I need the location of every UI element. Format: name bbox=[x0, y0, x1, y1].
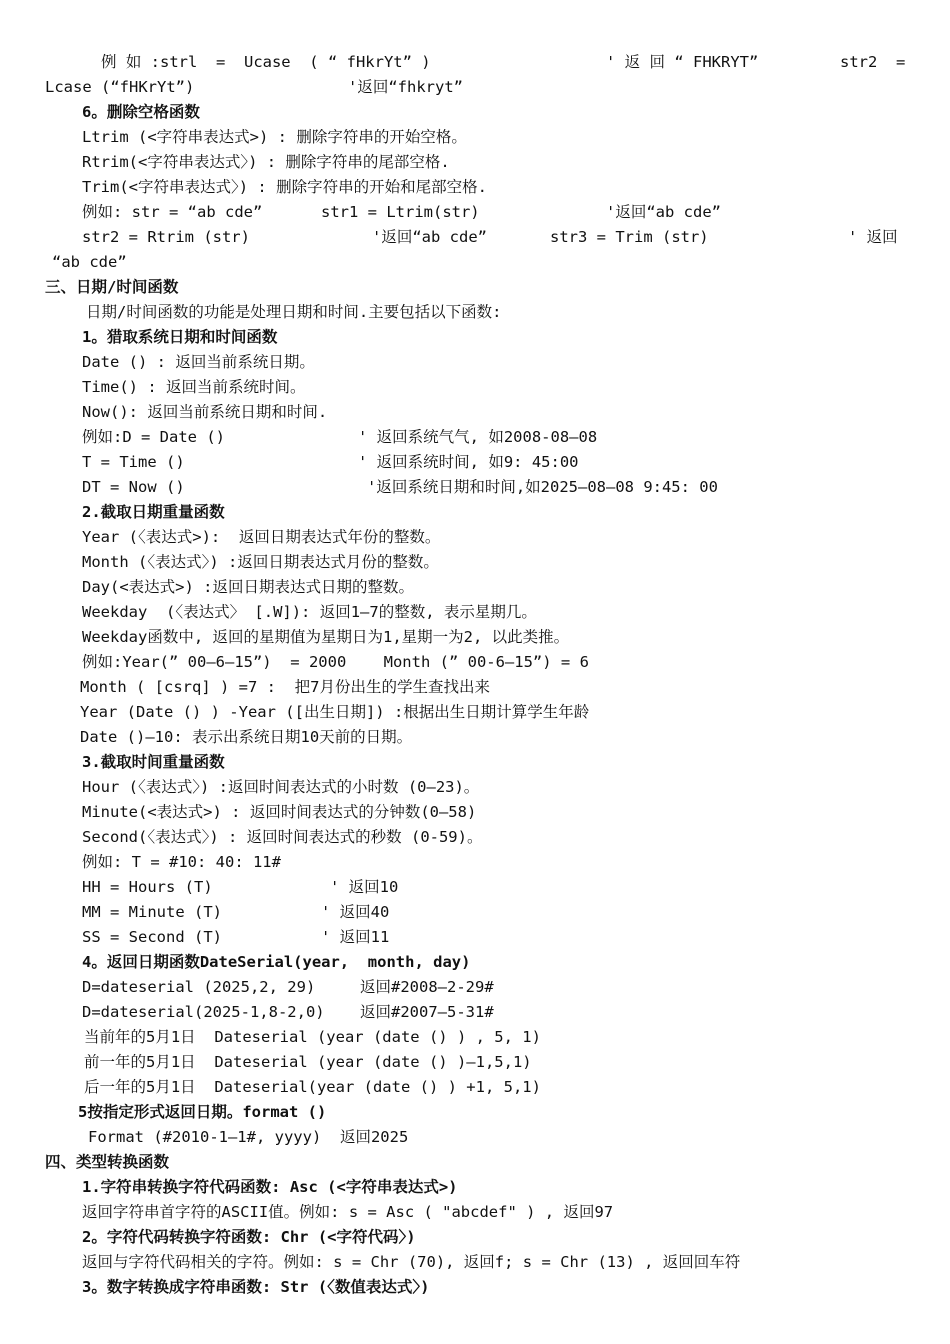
subsection-heading: 3.截取时间重量函数 bbox=[82, 753, 225, 771]
text-line: '返回系统日期和时间,如2025—08—08 9:45: 00 bbox=[367, 478, 718, 496]
text-line: Month ( [csrq] ) =7 : 把7月份出生的学生查找出来 bbox=[80, 678, 490, 696]
text-line: Second(〈表达式〉) : 返回时间表达式的秒数 (0-59)。 bbox=[82, 828, 483, 846]
text-line: ' 返回 bbox=[848, 228, 898, 246]
text-line: D=dateserial(2025-1,8-2,0) bbox=[82, 1003, 325, 1021]
text-line: Weekday函数中, 返回的星期值为星期日为1,星期一为2, 以此类推。 bbox=[82, 628, 570, 646]
subsection-heading: 3。数字转换成字符串函数: Str (〈数值表达式〉) bbox=[82, 1278, 430, 1296]
text-line: ' 返回11 bbox=[321, 928, 390, 946]
subsection-heading: 2。字符代码转换字符函数: Chr (<字符代码〉) bbox=[82, 1228, 416, 1246]
text-line: str3 = Trim (str) bbox=[550, 228, 709, 246]
subsection-heading: 1。猎取系统日期和时间函数 bbox=[82, 328, 278, 346]
text-line: Ltrim (<字符串表达式>) : 删除字符串的开始空格。 bbox=[82, 128, 467, 146]
text-line: 后一年的5月1日 Dateserial(year (date () ) +1, 5,1) bbox=[84, 1078, 541, 1096]
text-line: Now(): 返回当前系统日期和时间. bbox=[82, 403, 328, 421]
text-line: ' 返 回 “ FHKRYT” bbox=[606, 53, 759, 71]
text-line: '返回“ab cde” bbox=[606, 203, 721, 221]
text-line: MM = Minute (T) bbox=[82, 903, 222, 921]
subsection-heading: 2.截取日期重量函数 bbox=[82, 503, 225, 521]
text-line: 返回#2007—5-31# bbox=[360, 1003, 494, 1021]
text-line: T = Time () bbox=[82, 453, 185, 471]
text-line: Date ()—10: 表示出系统日期10天前的日期。 bbox=[80, 728, 413, 746]
text-line: Month (〈表达式〉) :返回日期表达式月份的整数。 bbox=[82, 553, 439, 571]
text-line: Format (#2010-1—1#, yyyy) 返回2025 bbox=[88, 1128, 409, 1146]
text-line: 返回与字符代码相关的字符。例如: s = Chr (70), 返回f; s = Chr (13) , 返回回车符 bbox=[82, 1253, 741, 1271]
text-line: 返回#2008—2-29# bbox=[360, 978, 494, 996]
text-line: Minute(<表达式>) : 返回时间表达式的分钟数(0—58) bbox=[82, 803, 477, 821]
text-line: “ab cde” bbox=[52, 253, 127, 271]
subsection-heading: 6。删除空格函数 bbox=[82, 103, 200, 121]
text-line: ' 返回系统气气, 如2008-08—08 bbox=[358, 428, 598, 446]
text-line: DT = Now () bbox=[82, 478, 185, 496]
text-line: 返回字符串首字符的ASCII值。例如: s = Asc ( "abcdef" ) , 返回97 bbox=[82, 1203, 614, 1221]
subsection-heading: 4。返回日期函数DateSerial(year, month, day) bbox=[82, 953, 471, 971]
text-line: '返回“fhkryt” bbox=[348, 78, 463, 96]
text-line: Rtrim(<字符串表达式〉) : 删除字符串的尾部空格. bbox=[82, 153, 450, 171]
text-line: 例 如 :strl = Ucase ( “ fHkrYt” ) bbox=[101, 53, 431, 71]
text-line: 当前年的5月1日 Dateserial (year (date () ) , 5, 1) bbox=[84, 1028, 541, 1046]
text-line: ' 返回40 bbox=[321, 903, 390, 921]
section-heading: 三、日期/时间函数 bbox=[45, 278, 179, 296]
text-line: str1 = Ltrim(str) bbox=[321, 203, 480, 221]
text-line: D=dateserial (2025,2, 29) bbox=[82, 978, 316, 996]
text-line: 例如:D = Date () bbox=[82, 428, 225, 446]
subsection-heading: 1.字符串转换字符代码函数: Asc (<字符串表达式>) bbox=[82, 1178, 458, 1196]
text-line: Year (Date () ) -Year ([出生日期]) :根据出生日期计算学生年龄 bbox=[80, 703, 590, 721]
text-line: 日期/时间函数的功能是处理日期和时间.主要包括以下函数: bbox=[86, 303, 502, 321]
text-line: 例如: str = “ab cde” bbox=[82, 203, 263, 221]
text-line: '返回“ab cde” bbox=[372, 228, 487, 246]
text-line: Lcase (“fHKrYt”) bbox=[45, 78, 195, 96]
text-line: 例如:Year(” 00—6—15”) = 2000 Month (” 00-6—15”) = 6 bbox=[82, 653, 589, 671]
text-line: HH = Hours (T) bbox=[82, 878, 213, 896]
text-line: Time() : 返回当前系统时间。 bbox=[82, 378, 306, 396]
section-heading: 四、类型转换函数 bbox=[45, 1153, 170, 1171]
text-line: ' 返回10 bbox=[330, 878, 399, 896]
text-line: Day(<表达式>) :返回日期表达式日期的整数。 bbox=[82, 578, 414, 596]
subsection-heading: 5按指定形式返回日期。format () bbox=[78, 1103, 327, 1121]
text-line: SS = Second (T) bbox=[82, 928, 222, 946]
text-line: str2 = Rtrim (str) bbox=[82, 228, 250, 246]
text-line: Hour (〈表达式〉) :返回时间表达式的小时数 (0—23)。 bbox=[82, 778, 480, 796]
text-line: ' 返回系统时间, 如9: 45:00 bbox=[358, 453, 579, 471]
text-line: Date () : 返回当前系统日期。 bbox=[82, 353, 315, 371]
text-line: Trim(<字符串表达式〉) : 删除字符串的开始和尾部空格. bbox=[82, 178, 487, 196]
text-line: Weekday (〈表达式〉 [.W]): 返回1—7的整数, 表示星期几。 bbox=[82, 603, 537, 621]
text-line: str2 = bbox=[840, 53, 906, 71]
text-line: 前一年的5月1日 Dateserial (year (date () )—1,5,1) bbox=[84, 1053, 532, 1071]
text-line: Year (〈表达式>): 返回日期表达式年份的整数。 bbox=[82, 528, 441, 546]
text-line: 例如: T = #10: 40: 11# bbox=[82, 853, 281, 871]
